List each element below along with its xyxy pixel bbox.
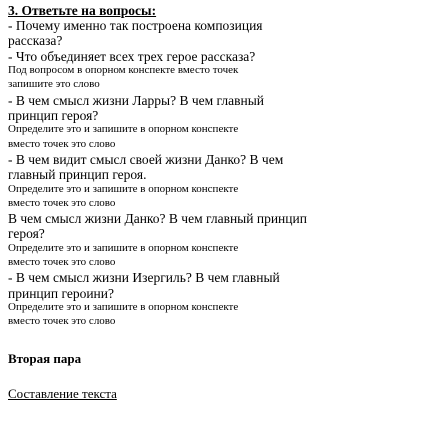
question-line: - Что объединяет всех трех герое рассказа? xyxy=(8,48,256,64)
question-line: героя? xyxy=(8,226,45,242)
instruction-line: вместо точек это слово xyxy=(8,137,116,150)
question-line: В чем смысл жизни Данко? В чем главный принцип xyxy=(8,211,307,227)
question-line: главный принцип героя. xyxy=(8,167,147,183)
instruction-line: Определите это и запишите в опорном конспекте xyxy=(8,301,239,314)
question-line: - В чем видит смысл своей жизни Данко? В чем xyxy=(8,151,284,167)
question-line: - Почему именно так построена композиция xyxy=(8,18,263,33)
subsection-title: Составление текста xyxy=(8,385,117,401)
question-line: - В чем смысл жизни Ларры? В чем главный xyxy=(8,92,265,108)
question-line: принцип героя? xyxy=(8,108,99,124)
question-line: - В чем смысл жизни Изергиль? В чем главный xyxy=(8,270,280,286)
instruction-line: вместо точек это слово xyxy=(8,196,116,209)
instruction-line: вместо точек это слово xyxy=(8,256,116,269)
instruction-line: вместо точек это слово xyxy=(8,315,116,328)
instruction-line: запишите это слово xyxy=(8,78,100,91)
section-heading: 3. Ответьте на вопросы: xyxy=(8,3,157,18)
subsection-title: Вторая пара xyxy=(8,350,82,366)
instruction-line: Определите это и запишите в опорном конспекте xyxy=(8,123,239,136)
instruction-line: Определите это и запишите в опорном конспекте xyxy=(8,182,239,195)
question-line: рассказа? xyxy=(8,33,63,49)
question-line: принцип героини? xyxy=(8,285,114,301)
instruction-line: Под вопросом в опорном конспекте вместо точек xyxy=(8,64,239,77)
instruction-line: Определите это и запишите в опорном конспекте xyxy=(8,241,239,254)
